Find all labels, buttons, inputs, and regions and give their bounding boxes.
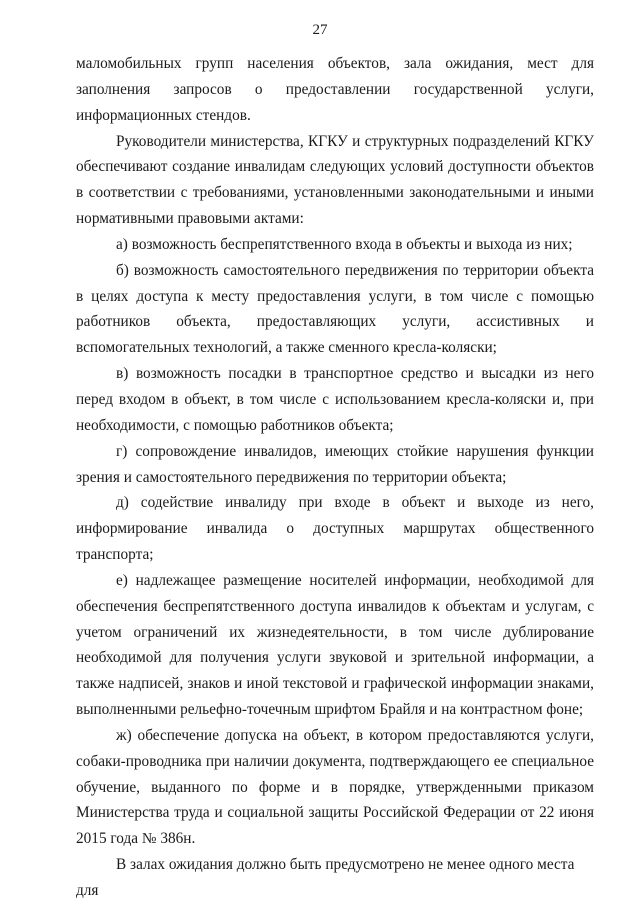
paragraph-waiting-rooms: В залах ожидания должно быть предусмотрено не менее одного места для [76,856,575,899]
list-item-b: б) возможность самостоятельного передвижения по территории объекта в целях доступа к месту предоставления услуги, в том числе с помощью работников объекта, предоставляющих услуги, ассистивных и вспомогательных технологий, а также сменного кресла-коляски; [76,261,594,357]
page-number: 27 [312,22,328,38]
list-item-v: в) возможность посадки в транспортное средство и высадки из него перед входом в объект, в том числе с использованием кресла-коляски и, при необходимости, с помощью работников объекта; [76,365,594,434]
paragraph-intro: Руководители министерства, КГКУ и структурных подразделений КГКУ обеспечивают создание инвалидам следующих условий доступности объектов в соответствии с требованиями, установленными законодательными и иными нормативными правовыми актами: [76,132,594,228]
paragraph-continuation: маломобильных групп населения объектов, зала ожидания, мест для заполнения запросов о предоставлении государственной услуги, информационных стендов. [76,55,594,124]
list-item-zh: ж) обеспечение допуска на объект, в котором предоставляются услуги, собаки-проводника при наличии документа, подтверждающего ее специальное обучение, выданного по форме и в порядке, утвержденными приказом Министерства труда и социальной защиты Российской Федерации от 22 июня 2015 года № 386н. [76,726,594,848]
list-item-e: е) надлежащее размещение носителей информации, необходимой для обеспечения беспрепятственного доступа инвалидов к объектам и услугам, с учетом ограничений их жизнедеятельности, в том числе дублирование необходимой для получения услуги звуковой и зрительной информации, а также надписей, знаков и иной текстовой и графической информации знаками, выполненными рельефно-точечным шрифтом Брайля и на контрастном фоне; [76,571,594,719]
list-item-g: г) сопровождение инвалидов, имеющих стойкие нарушения функции зрения и самостоятельного передвижения по территории объекта; [76,442,594,486]
list-item-d: д) содействие инвалиду при входе в объект и выходе из него, информирование инвалида о доступных маршрутах общественного транспорта; [76,494,594,564]
list-item-a: а) возможность беспрепятственного входа в объекты и выхода из них; [116,235,573,253]
body-text [76,51,594,904]
